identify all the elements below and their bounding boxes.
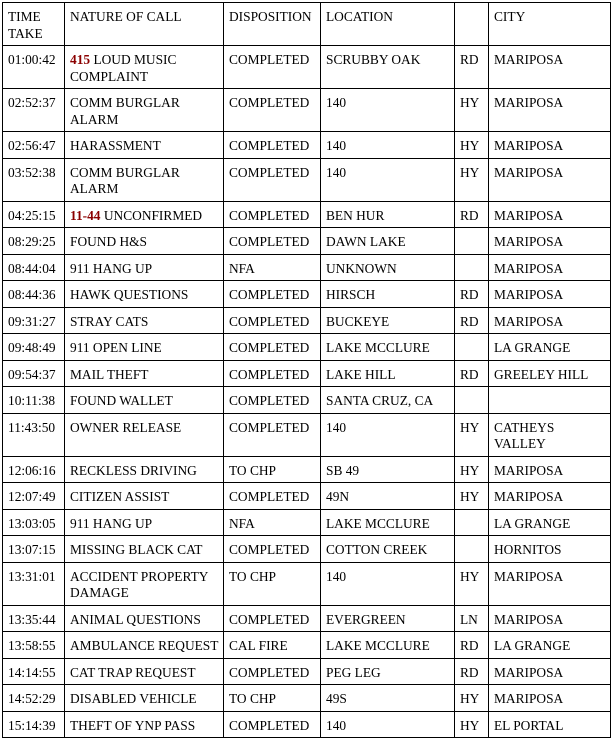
cell-disposition: COMPLETED [224,228,321,255]
table-row [3,387,611,414]
call-description: ANIMAL QUESTIONS [70,611,201,627]
cell-disposition: COMPLETED [224,387,321,414]
cell-nature-of-call [65,536,224,563]
cell-city: MARIPOSA [489,228,611,255]
header-time: TIME TAKE [3,3,65,46]
cell-time: 12:06:16 [3,456,65,483]
cell-location: LAKE MCCLURE [321,509,455,536]
cell-nature-of-call [65,632,224,659]
header-city: CITY [489,3,611,46]
call-description: COMM BURGLAR ALARM [70,164,180,196]
cell-time: 13:07:15 [3,536,65,563]
call-description: CITIZEN ASSIST [70,489,170,504]
cell-city: GREELEY HILL [489,360,611,387]
cell-road-suffix: HY [455,711,489,738]
cell-location: BUCKEYE [321,307,455,334]
cell-location: DAWN LAKE [321,228,455,255]
cell-city: MARIPOSA [489,132,611,159]
cell-disposition: COMPLETED [224,201,321,228]
call-description: THEFT OF YNP PASS [70,717,196,733]
call-description: 911 HANG UP [70,515,153,531]
cell-city: MARIPOSA [489,456,611,483]
cell-city: MARIPOSA [489,46,611,89]
cell-location: HIRSCH [321,281,455,308]
cell-location: BEN HUR [321,201,455,228]
cell-city: LA GRANGE [489,334,611,361]
table-row [3,360,611,387]
table-row [3,632,611,659]
cell-location: 140 [321,158,455,201]
cell-city: MARIPOSA [489,158,611,201]
cell-time: 09:54:37 [3,360,65,387]
call-description: RECKLESS DRIVING [70,462,197,478]
cell-location: 140 [321,413,455,456]
cell-road-suffix: HY [455,562,489,605]
header-location: LOCATION [321,3,455,46]
cell-city: HORNITOS [489,536,611,563]
call-description: OWNER RELEASE [70,419,182,435]
cell-location: 140 [321,132,455,159]
cell-road-suffix: HY [455,158,489,201]
call-description: STRAY CATS [70,313,149,329]
cell-disposition: COMPLETED [224,89,321,132]
cell-road-suffix: HY [455,413,489,456]
cell-location: SCRUBBY OAK [321,46,455,89]
table-row [3,89,611,132]
cell-time: 10:11:38 [3,387,65,414]
cell-nature-of-call [65,46,224,89]
call-description: UNCONFIRMED [103,207,203,223]
table-row [3,307,611,334]
cell-location: LAKE MCCLURE [321,334,455,361]
cell-time: 02:56:47 [3,132,65,159]
cell-time: 04:25:15 [3,201,65,228]
cell-time: 13:31:01 [3,562,65,605]
cell-road-suffix [455,254,489,281]
cell-nature-of-call [65,334,224,361]
cell-road-suffix [455,536,489,563]
cell-time: 15:14:39 [3,711,65,738]
cell-time: 12:07:49 [3,483,65,510]
cell-disposition: COMPLETED [224,360,321,387]
cell-time: 13:03:05 [3,509,65,536]
call-description: FOUND H&S [70,234,148,249]
cell-location: 140 [321,89,455,132]
cell-city: MARIPOSA [489,254,611,281]
cell-nature-of-call [65,387,224,414]
cell-time: 14:52:29 [3,685,65,712]
cell-nature-of-call [65,360,224,387]
cell-location: 49N [321,483,455,510]
cell-disposition: COMPLETED [224,132,321,159]
cell-city: MARIPOSA [489,562,611,605]
cell-nature-of-call [65,711,224,738]
cell-disposition: COMPLETED [224,536,321,563]
cell-disposition: NFA [224,509,321,536]
table-row [3,46,611,89]
cell-location: SANTA CRUZ, CA [321,387,455,414]
cell-nature-of-call [65,132,224,159]
call-description: AMBULANCE REQUEST [70,638,219,653]
call-description: DISABLED VEHICLE [70,691,197,706]
table-row [3,158,611,201]
call-description: HAWK QUESTIONS [70,287,189,302]
cell-time: 08:44:04 [3,254,65,281]
cell-road-suffix: RD [455,307,489,334]
table-row [3,562,611,605]
cell-location: EVERGREEN [321,605,455,632]
cell-nature-of-call [65,158,224,201]
table-row [3,132,611,159]
cell-disposition: CAL FIRE [224,632,321,659]
cell-road-suffix [455,228,489,255]
header-disposition: DISPOSITION [224,3,321,46]
cell-nature-of-call [65,562,224,605]
cell-location: 140 [321,711,455,738]
cell-location: LAKE MCCLURE [321,632,455,659]
cell-nature-of-call [65,605,224,632]
cell-city: MARIPOSA [489,281,611,308]
cell-road-suffix: HY [455,456,489,483]
table-row [3,334,611,361]
cell-road-suffix: RD [455,632,489,659]
call-code: 415 [70,52,91,67]
call-description: LOUD MUSIC COMPLAINT [70,52,177,84]
call-code: 11-44 [70,207,101,223]
call-description: CAT TRAP REQUEST [70,664,196,680]
cell-time: 09:48:49 [3,334,65,361]
cell-city: LA GRANGE [489,509,611,536]
cell-road-suffix: HY [455,685,489,712]
cell-city: MARIPOSA [489,605,611,632]
cell-location: 49S [321,685,455,712]
cell-road-suffix [455,387,489,414]
cell-disposition: COMPLETED [224,605,321,632]
cell-nature-of-call [65,413,224,456]
table-row [3,536,611,563]
cell-city: MARIPOSA [489,483,611,510]
call-description: ACCIDENT PROPERTY DAMAGE [70,568,208,600]
cell-city: MARIPOSA [489,89,611,132]
header-road-suffix [455,3,489,46]
cell-time: 03:52:38 [3,158,65,201]
cell-road-suffix: HY [455,483,489,510]
table-row [3,456,611,483]
header-nature-of-call: NATURE OF CALL [65,3,224,46]
cell-disposition: TO CHP [224,456,321,483]
cell-city: CATHEYS VALLEY [489,413,611,456]
cell-disposition: TO CHP [224,685,321,712]
cell-road-suffix: HY [455,132,489,159]
header-row [3,3,611,46]
cell-nature-of-call [65,281,224,308]
cell-city: LA GRANGE [489,632,611,659]
cell-nature-of-call [65,658,224,685]
cell-road-suffix [455,334,489,361]
cell-disposition: COMPLETED [224,158,321,201]
call-description: COMM BURGLAR ALARM [70,95,180,127]
call-description: MISSING BLACK CAT [70,542,203,557]
cell-disposition: COMPLETED [224,483,321,510]
cell-city: MARIPOSA [489,201,611,228]
table-row [3,413,611,456]
cell-location: 140 [321,562,455,605]
cell-time: 13:58:55 [3,632,65,659]
cell-disposition: COMPLETED [224,46,321,89]
cell-location: PEG LEG [321,658,455,685]
cell-time: 14:14:55 [3,658,65,685]
cell-city: EL PORTAL [489,711,611,738]
cell-time: 02:52:37 [3,89,65,132]
cell-road-suffix: RD [455,658,489,685]
cell-nature-of-call [65,89,224,132]
cell-road-suffix: RD [455,46,489,89]
call-description: 911 HANG UP [70,260,153,276]
call-description: FOUND WALLET [70,393,173,408]
call-log-table [2,2,611,738]
cell-location: LAKE HILL [321,360,455,387]
table-row [3,509,611,536]
table-row [3,658,611,685]
cell-time: 13:35:44 [3,605,65,632]
cell-nature-of-call [65,456,224,483]
call-log-body [3,3,611,738]
cell-city [489,387,611,414]
call-description: 911 OPEN LINE [70,340,162,355]
cell-disposition: COMPLETED [224,281,321,308]
cell-road-suffix: LN [455,605,489,632]
cell-nature-of-call [65,254,224,281]
cell-disposition: COMPLETED [224,413,321,456]
cell-location: SB 49 [321,456,455,483]
cell-disposition: COMPLETED [224,307,321,334]
table-row [3,605,611,632]
cell-disposition: NFA [224,254,321,281]
cell-disposition: COMPLETED [224,658,321,685]
cell-time: 11:43:50 [3,413,65,456]
call-description: MAIL THEFT [70,366,149,382]
cell-location: COTTON CREEK [321,536,455,563]
table-row [3,483,611,510]
cell-time: 08:29:25 [3,228,65,255]
cell-time: 09:31:27 [3,307,65,334]
cell-road-suffix: RD [455,281,489,308]
cell-city: MARIPOSA [489,685,611,712]
cell-nature-of-call [65,307,224,334]
cell-time: 01:00:42 [3,46,65,89]
table-row [3,281,611,308]
cell-location: UNKNOWN [321,254,455,281]
table-row [3,711,611,738]
cell-road-suffix [455,509,489,536]
cell-city: MARIPOSA [489,658,611,685]
cell-road-suffix: RD [455,360,489,387]
cell-road-suffix: HY [455,89,489,132]
cell-nature-of-call [65,228,224,255]
cell-nature-of-call [65,483,224,510]
table-row [3,685,611,712]
cell-nature-of-call [65,685,224,712]
table-row [3,254,611,281]
cell-nature-of-call [65,509,224,536]
cell-disposition: COMPLETED [224,711,321,738]
cell-nature-of-call [65,201,224,228]
cell-road-suffix: RD [455,201,489,228]
cell-disposition: TO CHP [224,562,321,605]
cell-city: MARIPOSA [489,307,611,334]
call-description: HARASSMENT [70,138,161,153]
cell-disposition: COMPLETED [224,334,321,361]
table-row [3,201,611,228]
table-row [3,228,611,255]
cell-time: 08:44:36 [3,281,65,308]
